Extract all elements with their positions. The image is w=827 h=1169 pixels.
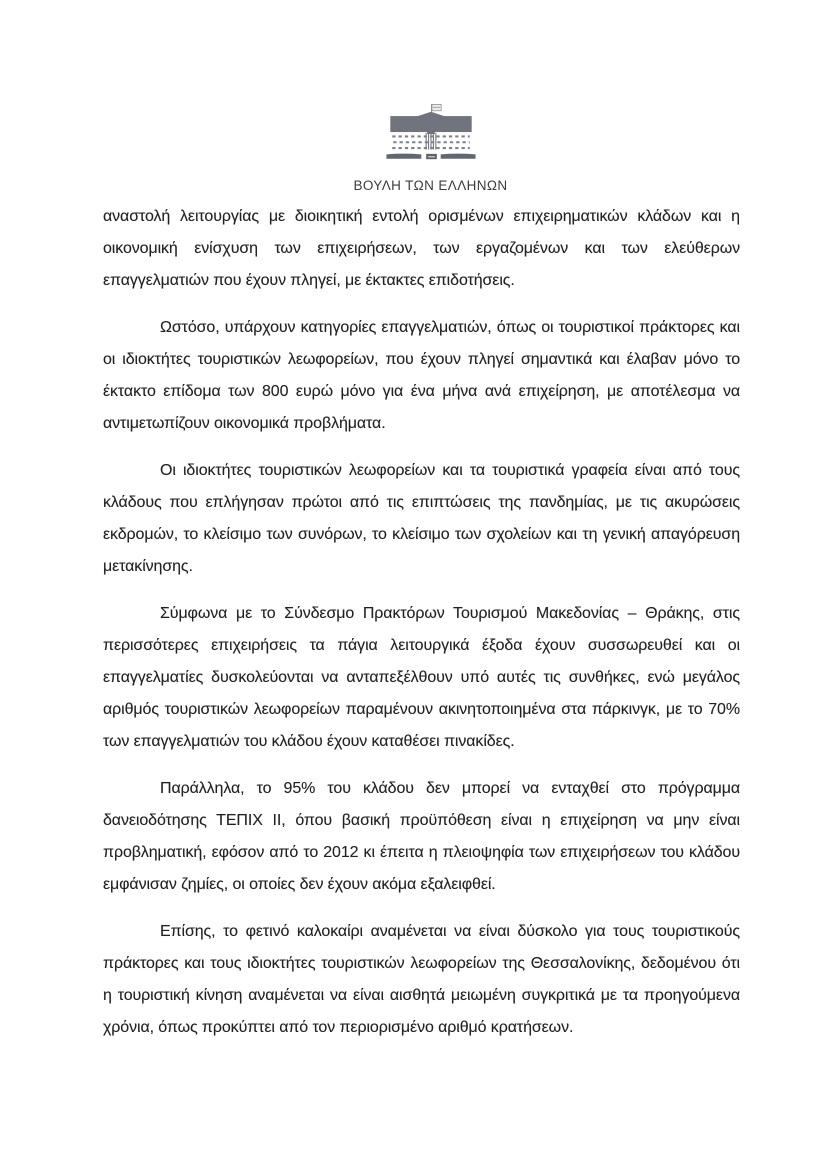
- document-body: [103, 201, 740, 1059]
- parliament-building-icon: [383, 103, 479, 165]
- document-header-title: ΒΟΥΛΗ ΤΩΝ ΕΛΛΗΝΩΝ: [353, 178, 508, 193]
- paragraph: Επίσης, το φετινό καλοκαίρι αναμένεται να είναι δύσκολο για τους τουριστικούς πράκτορες και τους ιδιοκτήτες τουριστικών λεωφορείων της Θεσσαλονίκης, δεδομένου ότι η τουριστική κίνηση αναμένεται να είναι αισθητά μειωμένη συγκριτικά με τα προηγούμενα χρόνια, όπως προκύπτει από τον περιορισμένο αριθμό κρατήσεων.: [103, 923, 740, 1036]
- paragraph: αναστολή λειτουργίας με διοικητική εντολή ορισμένων επιχειρηματικών κλάδων και η οικονομική ενίσχυση των επιχειρήσεων, των εργαζομένων και των ελεύθερων επαγγελματιών που έχουν πληγεί, με έκτακτες επιδοτήσεις.: [103, 208, 740, 289]
- paragraph: Ωστόσο, υπάρχουν κατηγορίες επαγγελματιών, όπως οι τουριστικοί πράκτορες και οι ιδιοκτήτες τουριστικών λεωφορείων, που έχουν πληγεί σημαντικά και έλαβαν μόνο το έκτακτο επίδομα των 800 ευρώ μόνο για ένα μήνα ανά επιχείρηση, με αποτέλεσμα να αντιμετωπίζουν οικονομικά προβλήματα.: [103, 319, 740, 432]
- paragraph: Σύμφωνα με το Σύνδεσμο Πρακτόρων Τουρισμού Μακεδονίας – Θράκης, στις περισσότερες επιχειρήσεις τα πάγια λειτουργικά έξοδα έχουν συσσωρευθεί και οι επαγγελματίες δυσκολεύονται να ανταπεξέλθουν υπό αυτές τις συνθήκες, ενώ μεγάλος αριθμός τουριστικών λεωφορείων παραμένουν ακινητοποιημένα στα πάρκινγκ, με το 70% των επαγγελματιών του κλάδου έχουν καταθέσει πινακίδες.: [103, 605, 740, 750]
- paragraph: Παράλληλα, το 95% του κλάδου δεν μπορεί να ενταχθεί στο πρόγραμμα δανειοδότησης ΤΕΠΙΧ ΙΙ, όπου βασική προϋπόθεση είναι η επιχείρηση να μην είναι προβληματική, εφόσον από το 2012 κι έπειτα η πλειοψηφία των επιχειρήσεων του κλάδου εμφάνισαν ζημίες, οι οποίες δεν έχουν ακόμα εξαλειφθεί.: [103, 780, 740, 893]
- document-header: [103, 103, 758, 193]
- paragraph: Οι ιδιοκτήτες τουριστικών λεωφορείων και τα τουριστικά γραφεία είναι από τους κλάδους που επλήγησαν πρώτοι από τις επιπτώσεις της πανδημίας, με τις ακυρώσεις εκδρομών, το κλείσιμο των συνόρων, το κλείσιμο των σχολείων και τη γενική απαγόρευση μετακίνησης.: [103, 462, 740, 575]
